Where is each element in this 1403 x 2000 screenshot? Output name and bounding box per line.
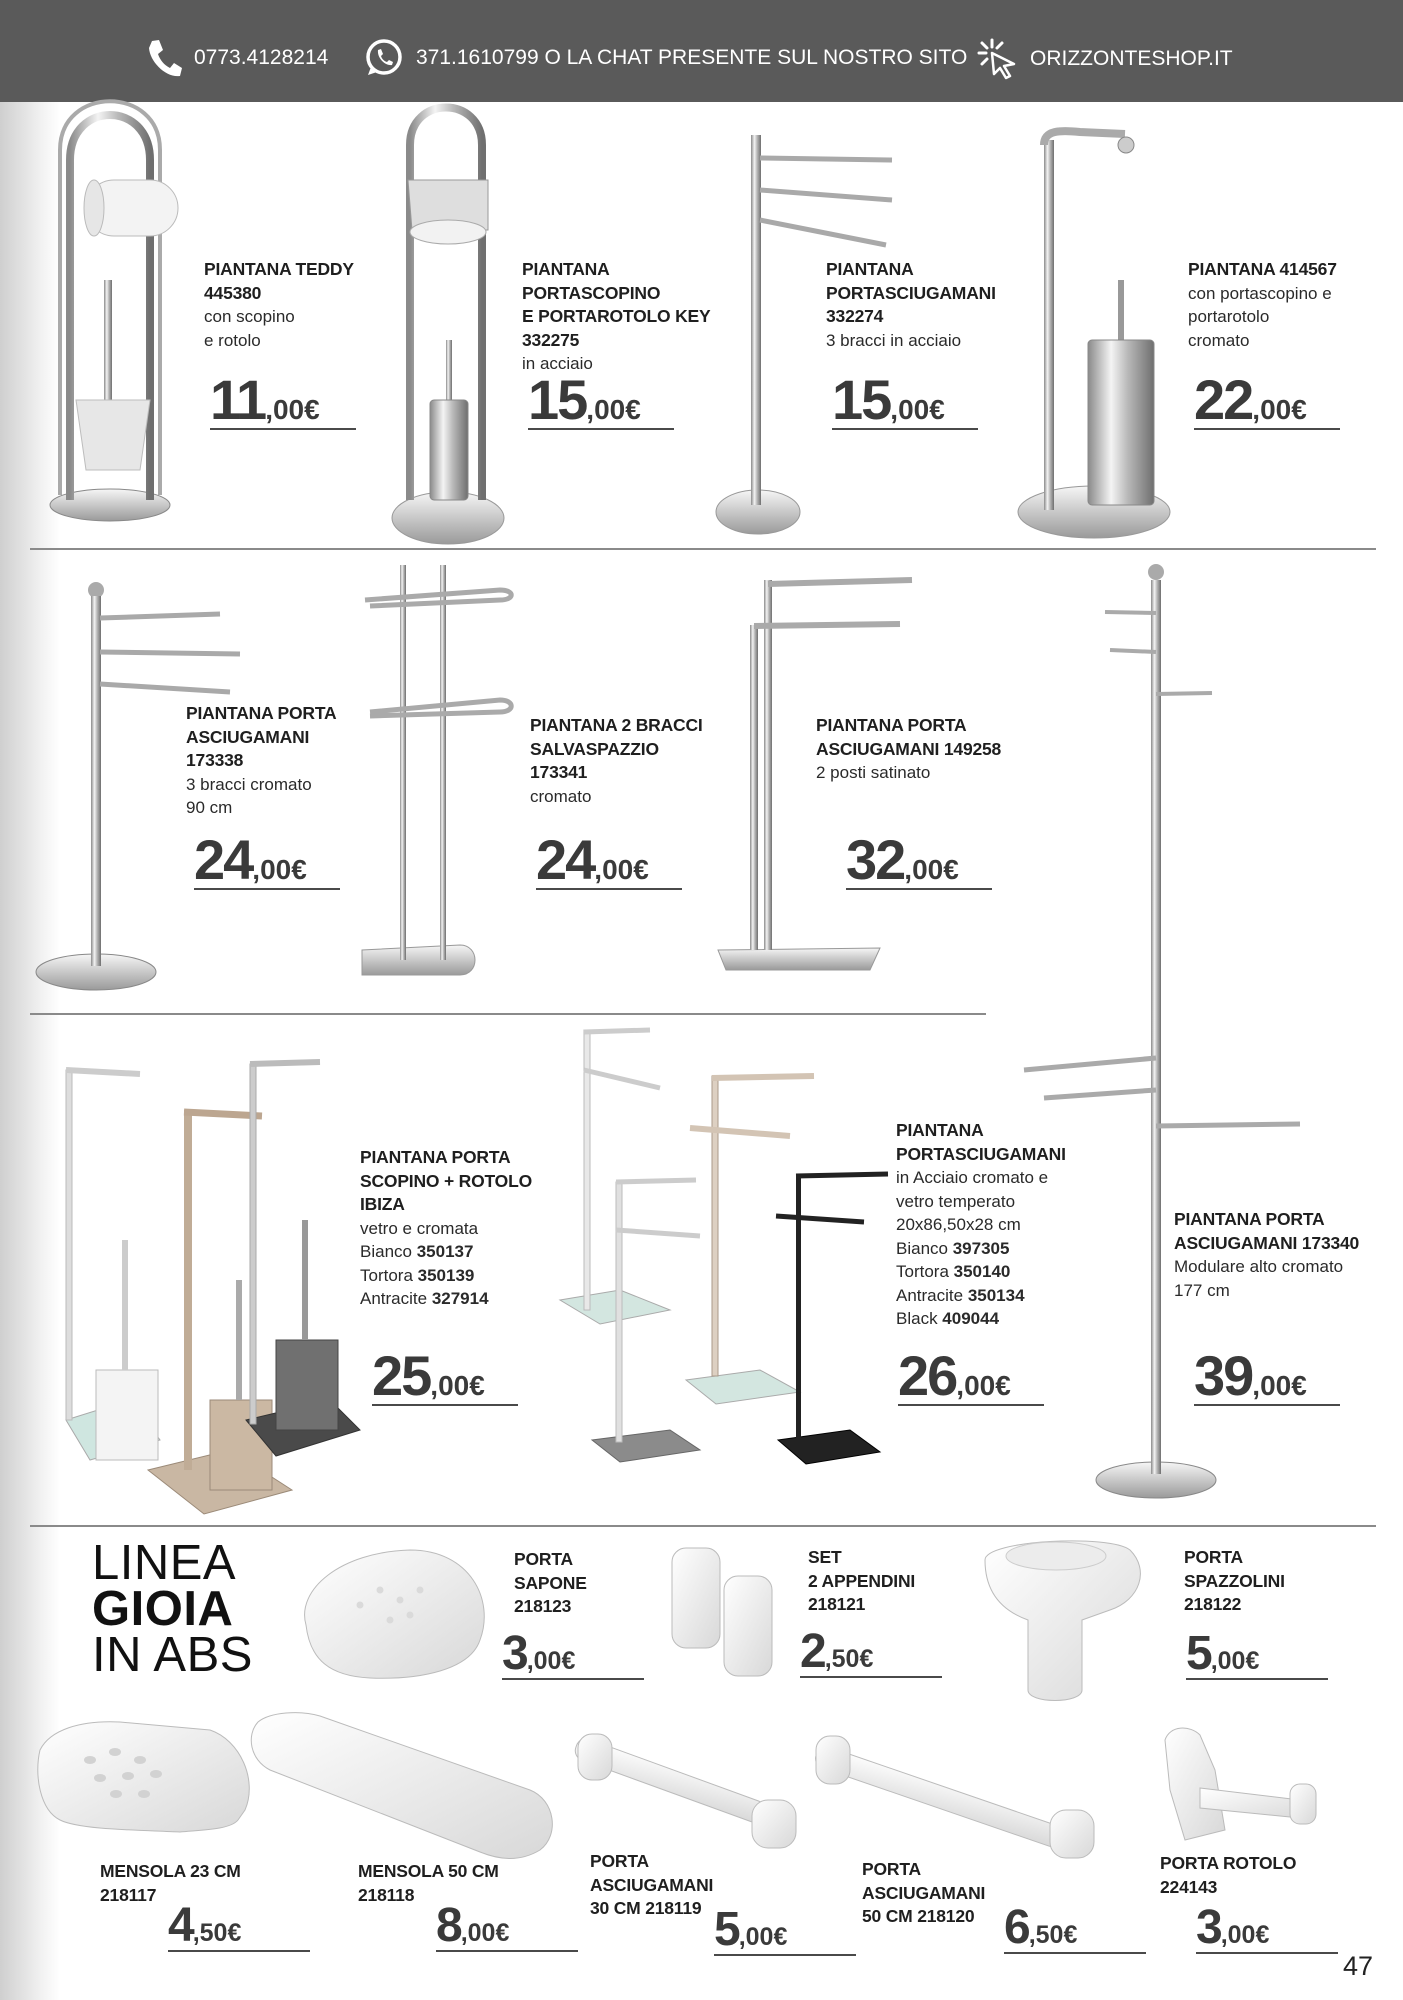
p10-price-dec: ,00€ [1252, 1370, 1307, 1401]
p4-desc-1: con portascopino e [1188, 283, 1332, 303]
a6-price-int: 5 [714, 1903, 739, 1956]
p6-price-int: 24 [536, 828, 595, 891]
p2-price-int: 15 [528, 368, 587, 431]
p6-title-2: SALVASPAZZIO [530, 738, 659, 759]
p8-price [372, 1344, 518, 1407]
a6-price [714, 1903, 856, 1956]
p8-title-2: SCOPINO + ROTOLO [360, 1170, 532, 1191]
p3-desc-1: 3 bracci in acciaio [826, 330, 962, 350]
a4-price [168, 1899, 310, 1952]
p7-price [846, 828, 992, 891]
product-a7 [862, 1858, 1022, 1929]
a6-title-3: 30 CM 218119 [590, 1898, 702, 1918]
product-a3 [1184, 1546, 1334, 1617]
p9-image [560, 1030, 888, 1464]
p10-title-2: ASCIUGAMANI 173340 [1174, 1232, 1360, 1253]
p9-variant-1-code: 397305 [952, 1238, 1010, 1258]
a5-price [436, 1899, 578, 1952]
a2-price [800, 1625, 942, 1678]
p9-desc-1: in Acciaio cromato e [896, 1168, 1049, 1187]
a3-title-1: PORTA [1184, 1547, 1243, 1567]
p9-title-2: PORTASCIUGAMANI [896, 1143, 1066, 1164]
product-p4 [1188, 258, 1388, 352]
p4-desc-2: portarotolo [1188, 307, 1270, 326]
p5-price [194, 828, 340, 891]
p9-desc-3: 20x86,50x28 cm [896, 1215, 1021, 1234]
p10-desc-1: Modulare alto cromato [1174, 1257, 1344, 1276]
p9-variant-4-label: Black [896, 1309, 943, 1328]
p1-desc-2: e rotolo [204, 330, 261, 350]
a8-price-int: 3 [1196, 1901, 1221, 1954]
p1-image [50, 101, 178, 521]
p9-variant-1-label: Bianco [896, 1238, 953, 1258]
p3-title-2: PORTASCIUGAMANI [826, 282, 996, 303]
p8-desc-1: vetro e cromata [360, 1218, 479, 1238]
p3-price [832, 368, 978, 431]
p8-variant-1-label: Bianco [360, 1242, 417, 1261]
a4-price-dec: ,50€ [192, 1919, 242, 1947]
product-p9 [896, 1119, 1106, 1331]
p9-title-1: PIANTANA [896, 1120, 984, 1140]
p5-title-1: PIANTANA PORTA [186, 703, 337, 723]
a2-title-1: SET [808, 1547, 842, 1567]
p7-title-2: ASCIUGAMANI 149258 [816, 738, 1002, 759]
a3-image [985, 1541, 1140, 1701]
p9-variant-3-label: Antracite [896, 1285, 968, 1305]
p8-variant-3-label: Antracite [360, 1289, 432, 1308]
a1-price-dec: ,00€ [526, 1647, 576, 1675]
p6-desc-1: cromato [530, 786, 592, 806]
p9-variant-3 [896, 1284, 1106, 1308]
product-a2 [808, 1546, 958, 1617]
p7-price-dec: ,00€ [904, 854, 959, 885]
linea-gioia-title [92, 1536, 253, 1682]
a7-title-1: PORTA [862, 1859, 921, 1879]
a7-price [1004, 1901, 1146, 1954]
p2-image [392, 108, 504, 545]
p2-title-4: 332275 [522, 329, 580, 350]
p10-price-int: 39 [1194, 1344, 1253, 1407]
p8-title-3: IBIZA [360, 1194, 405, 1214]
p9-price-dec: ,00€ [956, 1370, 1011, 1401]
a6-title-2: ASCIUGAMANI [590, 1874, 714, 1895]
a7-title-3: 50 CM 218120 [862, 1906, 975, 1926]
a1-price [502, 1627, 644, 1680]
p9-variant-2-label: Tortora [896, 1262, 954, 1281]
a5-image [251, 1713, 552, 1859]
whatsapp-text: 371.1610799 O LA CHAT PRESENTE SUL NOSTRO SITO [416, 46, 968, 69]
a1-title-1: PORTA [514, 1549, 573, 1569]
p10-title-1: PIANTANA PORTA [1174, 1209, 1325, 1229]
a3-title-2: SPAZZOLINI [1184, 1570, 1285, 1591]
a3-price-int: 5 [1186, 1627, 1211, 1680]
a5-price-int: 8 [436, 1899, 461, 1952]
linea-line-1: LINEA [92, 1536, 237, 1590]
phone-number: 0773.4128214 [194, 46, 329, 69]
product-p5 [186, 702, 366, 820]
p8-image [66, 1062, 360, 1514]
p8-variant-2-label: Tortora [360, 1265, 418, 1285]
a4-title-2: 218117 [100, 1884, 157, 1905]
a8-title-2: 224143 [1160, 1876, 1218, 1897]
p8-variant-1 [360, 1240, 560, 1264]
p10-price [1194, 1344, 1340, 1407]
website-text: ORIZZONTESHOP.IT [1030, 47, 1233, 70]
product-p2 [522, 258, 722, 376]
a5-title-1: MENSOLA 50 CM [358, 1861, 499, 1881]
p7-desc-1: 2 posti satinato [816, 763, 931, 782]
p5-price-dec: ,00€ [252, 854, 307, 885]
p2-title-1: PIANTANA [522, 259, 610, 279]
p1-title-2: 445380 [204, 282, 262, 303]
p9-variant-3-code: 350134 [967, 1285, 1025, 1305]
linea-line-2: GIOIA [92, 1582, 234, 1636]
p5-price-int: 24 [194, 828, 253, 891]
p1-price-dec: ,00€ [265, 394, 320, 425]
a2-title-3: 218121 [808, 1594, 866, 1614]
a1-image [305, 1550, 485, 1678]
p9-price [898, 1344, 1044, 1407]
a1-title-2: SAPONE [514, 1572, 587, 1593]
p4-price-int: 22 [1194, 368, 1253, 431]
p6-title-3: 173341 [530, 762, 588, 782]
p8-variant-1-code: 350137 [416, 1242, 474, 1261]
a5-price-dec: ,00€ [460, 1919, 510, 1947]
product-p3 [826, 258, 1026, 352]
p2-desc-1: in acciaio [522, 354, 593, 373]
linea-line-3: IN ABS [92, 1628, 253, 1682]
a4-image [38, 1722, 250, 1832]
p2-price [528, 368, 674, 431]
p4-image [1018, 131, 1170, 538]
p6-price [536, 828, 682, 891]
p4-price-dec: ,00€ [1252, 394, 1307, 425]
product-p1 [204, 258, 384, 352]
p7-price-int: 32 [846, 828, 905, 891]
p5-desc-1: 3 bracci cromato [186, 774, 312, 794]
p6-price-dec: ,00€ [594, 854, 649, 885]
product-a8 [1160, 1852, 1330, 1899]
a6-title-1: PORTA [590, 1851, 649, 1871]
a7-price-int: 6 [1004, 1901, 1029, 1954]
a8-image [1165, 1728, 1316, 1840]
p8-price-int: 25 [372, 1344, 431, 1407]
a6-price-dec: ,00€ [738, 1923, 788, 1951]
p9-variant-2-code: 350140 [953, 1262, 1011, 1281]
p8-variant-2-code: 350139 [417, 1265, 475, 1285]
p1-title-1: PIANTANA TEDDY [204, 259, 354, 279]
p6-image [362, 565, 511, 975]
product-p6 [530, 714, 730, 808]
p4-price [1194, 368, 1340, 431]
p3-title-3: 332274 [826, 306, 884, 326]
a4-title-1: MENSOLA 23 CM [100, 1861, 241, 1881]
a8-price-dec: ,00€ [1220, 1921, 1270, 1949]
p8-variant-2 [360, 1264, 560, 1288]
p9-variant-4-code: 409044 [942, 1309, 1000, 1328]
p9-price-int: 26 [898, 1344, 957, 1407]
product-p8 [360, 1146, 560, 1311]
a6-image [572, 1734, 796, 1848]
p2-title-3: E PORTAROTOLO KEY [522, 306, 711, 326]
p8-variant-3-code: 327914 [431, 1289, 489, 1308]
p5-title-2: ASCIUGAMANI [186, 726, 310, 747]
p9-variant-1 [896, 1237, 1106, 1261]
p8-title-1: PIANTANA PORTA [360, 1147, 511, 1167]
p10-desc-2: 177 cm [1174, 1280, 1230, 1300]
p1-price-int: 11 [210, 368, 266, 431]
a2-image [672, 1548, 772, 1676]
p9-variant-4 [896, 1307, 1106, 1331]
p9-desc-2: vetro temperato [896, 1191, 1016, 1211]
p8-price-dec: ,00€ [430, 1370, 485, 1401]
p3-price-int: 15 [832, 368, 891, 431]
a2-price-dec: ,50€ [824, 1645, 874, 1673]
p4-title-1: PIANTANA 414567 [1188, 259, 1337, 279]
p1-price [210, 368, 356, 431]
p7-title-1: PIANTANA PORTA [816, 715, 967, 735]
p5-title-3: 173338 [186, 750, 244, 770]
a7-image [813, 1736, 1094, 1858]
p2-title-2: PORTASCOPINO [522, 282, 661, 303]
p3-price-dec: ,00€ [890, 394, 945, 425]
product-p7 [816, 714, 1036, 785]
a4-price-int: 4 [168, 1899, 193, 1952]
a1-title-3: 218123 [514, 1596, 572, 1616]
a2-price-int: 2 [800, 1625, 825, 1678]
product-a1 [514, 1548, 654, 1619]
p2-price-dec: ,00€ [586, 394, 641, 425]
product-p10 [1174, 1208, 1384, 1302]
a3-title-3: 218122 [1184, 1594, 1242, 1614]
p4-desc-3: cromato [1188, 330, 1250, 350]
p9-variant-2 [896, 1260, 1106, 1284]
p3-title-1: PIANTANA [826, 259, 914, 279]
a7-price-dec: ,50€ [1028, 1921, 1078, 1949]
a1-price-int: 3 [502, 1627, 527, 1680]
p5-desc-2: 90 cm [186, 798, 233, 817]
a5-title-2: 218118 [358, 1884, 415, 1905]
p1-desc-1: con scopino [204, 307, 295, 326]
a3-price [1186, 1627, 1328, 1680]
a2-title-2: 2 APPENDINI [808, 1570, 916, 1591]
p8-variant-3 [360, 1287, 560, 1311]
page-number: 47 [1342, 1951, 1373, 1981]
a7-title-2: ASCIUGAMANI [862, 1882, 986, 1903]
a8-price [1196, 1901, 1338, 1954]
a3-price-dec: ,00€ [1210, 1647, 1260, 1675]
a8-title-1: PORTA ROTOLO [1160, 1853, 1297, 1873]
p6-title-1: PIANTANA 2 BRACCI [530, 715, 703, 735]
